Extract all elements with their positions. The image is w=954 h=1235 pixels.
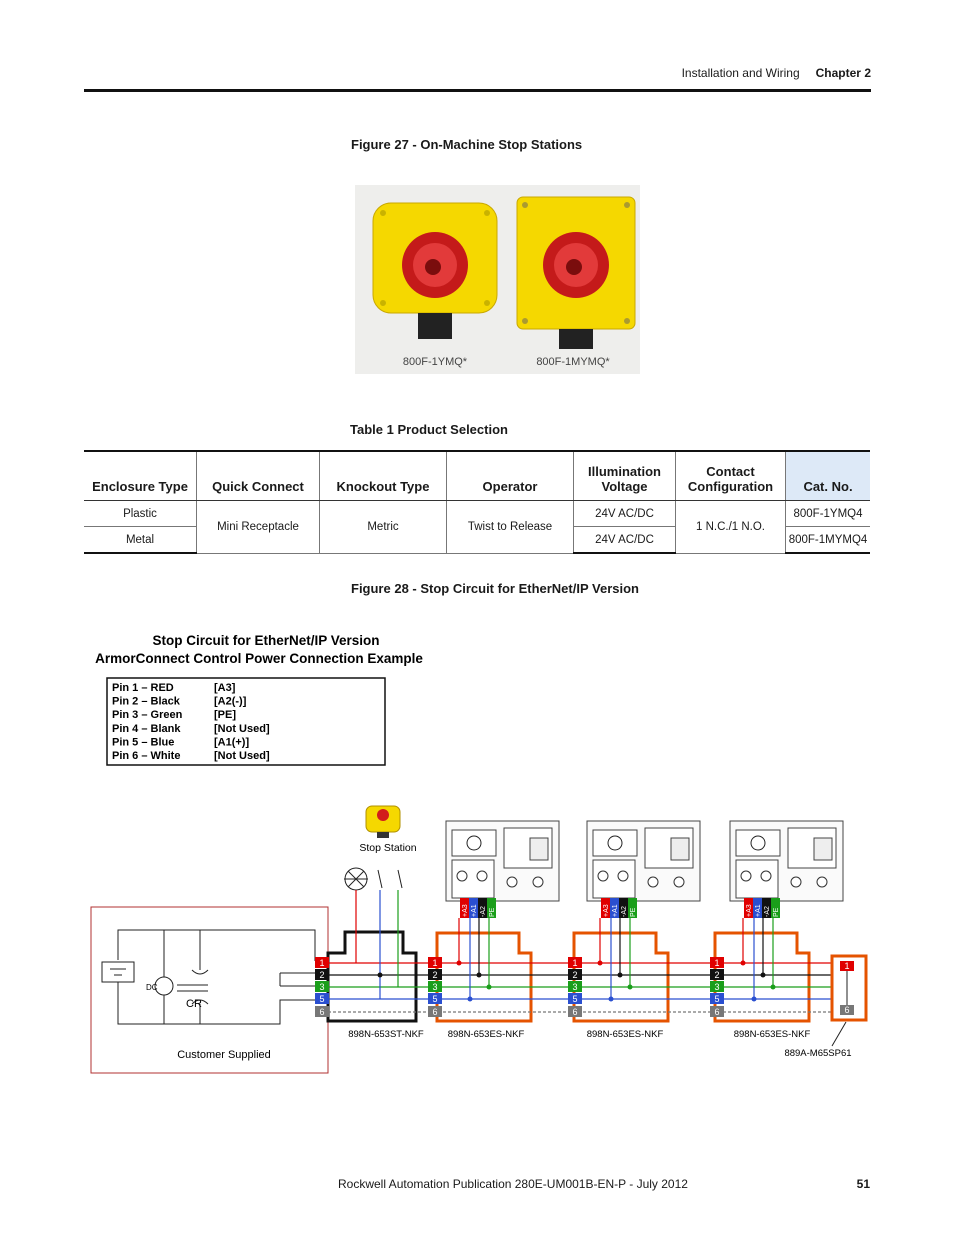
module-keypad (814, 838, 832, 860)
part-label-st: 898N-653ST-NKF (348, 1029, 424, 1040)
pin-square-label: 1 (319, 958, 325, 968)
module-terminal-label: +A1 (755, 904, 762, 917)
stop-station-label: Stop Station (359, 842, 417, 854)
module-terminal-label: +A3 (603, 904, 610, 917)
module-terminal-label: +A3 (746, 904, 753, 917)
stop-circuit-diagram (80, 620, 880, 1080)
armor-module (587, 821, 700, 918)
pin-legend-label: Pin 6 – White (112, 750, 181, 762)
product-selection-table (84, 450, 870, 554)
modules (446, 821, 843, 918)
pin-legend-value: [Not Used] (214, 722, 270, 735)
pin-square-label: 1 (572, 958, 578, 968)
footer-publication: Rockwell Automation Publication 280E-UM001B-EN-P - July 2012 (338, 1177, 688, 1191)
module-port (477, 871, 487, 881)
module-terminal-label: PE (773, 907, 780, 917)
pin-square-label: 3 (714, 982, 720, 992)
th-cat-no: Cat. No. (786, 451, 871, 501)
pin-legend-value: [Not Used] (214, 750, 270, 762)
pin-square-label: 5 (319, 994, 325, 1004)
figure28-caption: Figure 28 - Stop Circuit for EtherNet/IP Version (351, 581, 639, 596)
pin-square-label: 2 (714, 970, 720, 980)
wire-junction (457, 961, 462, 966)
module-terminal-label: -A2 (764, 906, 771, 917)
cell-cat: 800F-1MYMQ4 (786, 527, 871, 554)
cell-cat: 800F-1YMQ4 (786, 501, 871, 527)
wire-junction (378, 973, 383, 978)
module-terminal-label: +A1 (612, 904, 619, 917)
table-row (84, 501, 870, 527)
es-connector-outline (437, 933, 531, 1021)
pin-legend-value: [PE] (214, 709, 236, 722)
wire-junction (741, 961, 746, 966)
pin-legend-value: [A1(+)] (214, 736, 250, 749)
pin-legend-value: [A3] (214, 682, 236, 694)
pin-square-label: 2 (432, 970, 438, 980)
header-rule (84, 89, 871, 92)
module-port (618, 871, 628, 881)
page-number: 51 (856, 1177, 870, 1191)
pin-square-label: 2 (319, 970, 325, 980)
th-knockout: Knockout Type (320, 451, 447, 501)
pin-square-label: 5 (714, 994, 720, 1004)
header-section: Installation and Wiring (681, 66, 800, 80)
pin-legend-label: Pin 4 – Blank (112, 722, 181, 735)
part-label-es-1: 898N-653ES-NKF (447, 1029, 525, 1040)
running-header (682, 66, 871, 80)
customer-supplied-label: Customer Supplied (177, 1049, 271, 1061)
pin-legend-value: [A2(-)] (214, 695, 247, 708)
stop-station-icon (366, 806, 400, 838)
stop-station-metal (517, 197, 635, 349)
wire-junction (609, 997, 614, 1002)
part-label-es-3: 898N-653ES-NKF (733, 1029, 811, 1040)
cell-enclosure: Metal (84, 527, 197, 554)
module-port (674, 877, 684, 887)
pin-legend-label: Pin 2 – Black (112, 695, 180, 708)
part-label-es-2: 898N-653ES-NKF (586, 1029, 664, 1040)
header-chapter: Chapter 2 (815, 66, 871, 80)
module-terminal-label: +A1 (471, 904, 478, 917)
cell-operator: Twist to Release (447, 501, 574, 554)
wire-junction (487, 985, 492, 990)
module-terminal-label: PE (489, 907, 496, 917)
figure27-caption: Figure 27 - On-Machine Stop Stations (351, 137, 583, 152)
module-terminal-label: PE (630, 907, 637, 917)
table1-caption: Table 1 Product Selection (350, 422, 508, 437)
terminator-pin-1-label: 1 (844, 961, 850, 971)
st-connector-outline (328, 932, 416, 1021)
pin-square-label: 5 (572, 994, 578, 1004)
terminator-pin-6-label: 6 (844, 1005, 850, 1015)
cell-quick-connect: Mini Receptacle (197, 501, 320, 554)
module-dial (751, 836, 765, 850)
module-port (648, 877, 658, 887)
module-port (507, 877, 517, 887)
module-terminal-label: -A2 (621, 906, 628, 917)
armor-module (730, 821, 843, 918)
th-illumination: Illumination Voltage (574, 451, 676, 501)
module-keypad (671, 838, 689, 860)
wire-junction (468, 997, 473, 1002)
module-dial (608, 836, 622, 850)
photo-label-metal: 800F-1MYMQ* (536, 356, 610, 368)
pin-square-label: 2 (572, 970, 578, 980)
pin-square-label: 1 (714, 958, 720, 968)
es-connectors (437, 933, 809, 1021)
diagram-title-2: ArmorConnect Control Power Connection Example (95, 651, 423, 666)
pin-legend-label: Pin 5 – Blue (112, 736, 175, 749)
pin-square-label: 6 (714, 1007, 720, 1017)
pin-square-label: 3 (572, 982, 578, 992)
module-port (741, 871, 751, 881)
module-port (457, 871, 467, 881)
module-port (791, 877, 801, 887)
module-keypad (530, 838, 548, 860)
module-dial (467, 836, 481, 850)
th-enclosure: Enclosure Type (84, 451, 197, 501)
cell-knockout: Metric (320, 501, 447, 554)
module-port (533, 877, 543, 887)
terminator-part-label: 889A-M65SP61 (784, 1048, 852, 1059)
pin-square-label: 1 (432, 958, 438, 968)
cell-voltage: 24V AC/DC (574, 501, 676, 527)
wire-junction (771, 985, 776, 990)
pin-square-label: 3 (432, 982, 438, 992)
module-port (598, 871, 608, 881)
wire-junction (761, 973, 766, 978)
pin-legend-label: Pin 3 – Green (112, 709, 183, 722)
photo-label-plastic: 800F-1YMQ* (402, 356, 468, 368)
th-contact: Contact Configuration (676, 451, 786, 501)
module-port (817, 877, 827, 887)
module-terminal-label: -A2 (480, 906, 487, 917)
pin-legend-label: Pin 1 – RED (112, 682, 174, 694)
th-operator: Operator (447, 451, 574, 501)
pin-square-label: 6 (319, 1007, 325, 1017)
module-port (761, 871, 771, 881)
diagram-title-1: Stop Circuit for EtherNet/IP Version (152, 633, 380, 648)
wire-junction (752, 997, 757, 1002)
stop-switch-symbol (344, 868, 402, 890)
pin-square-label: 3 (319, 982, 325, 992)
armor-module (446, 821, 559, 918)
module-terminal-label: +A3 (462, 904, 469, 917)
pin-square-label: 6 (432, 1007, 438, 1017)
cr-label: CR (186, 998, 202, 1010)
dc-label: DC (146, 983, 158, 992)
wire-junction (618, 973, 623, 978)
cell-contact: 1 N.C./1 N.O. (676, 501, 786, 554)
wire-junction (477, 973, 482, 978)
terminator-pointer (832, 1022, 846, 1046)
cell-voltage: 24V AC/DC (574, 527, 676, 554)
pin-square-label: 5 (432, 994, 438, 1004)
wire-junction (598, 961, 603, 966)
wire-junction (628, 985, 633, 990)
pin-square-label: 6 (572, 1007, 578, 1017)
th-quick-connect: Quick Connect (197, 451, 320, 501)
stop-stations-photo (355, 185, 640, 374)
cell-enclosure: Plastic (84, 501, 197, 527)
